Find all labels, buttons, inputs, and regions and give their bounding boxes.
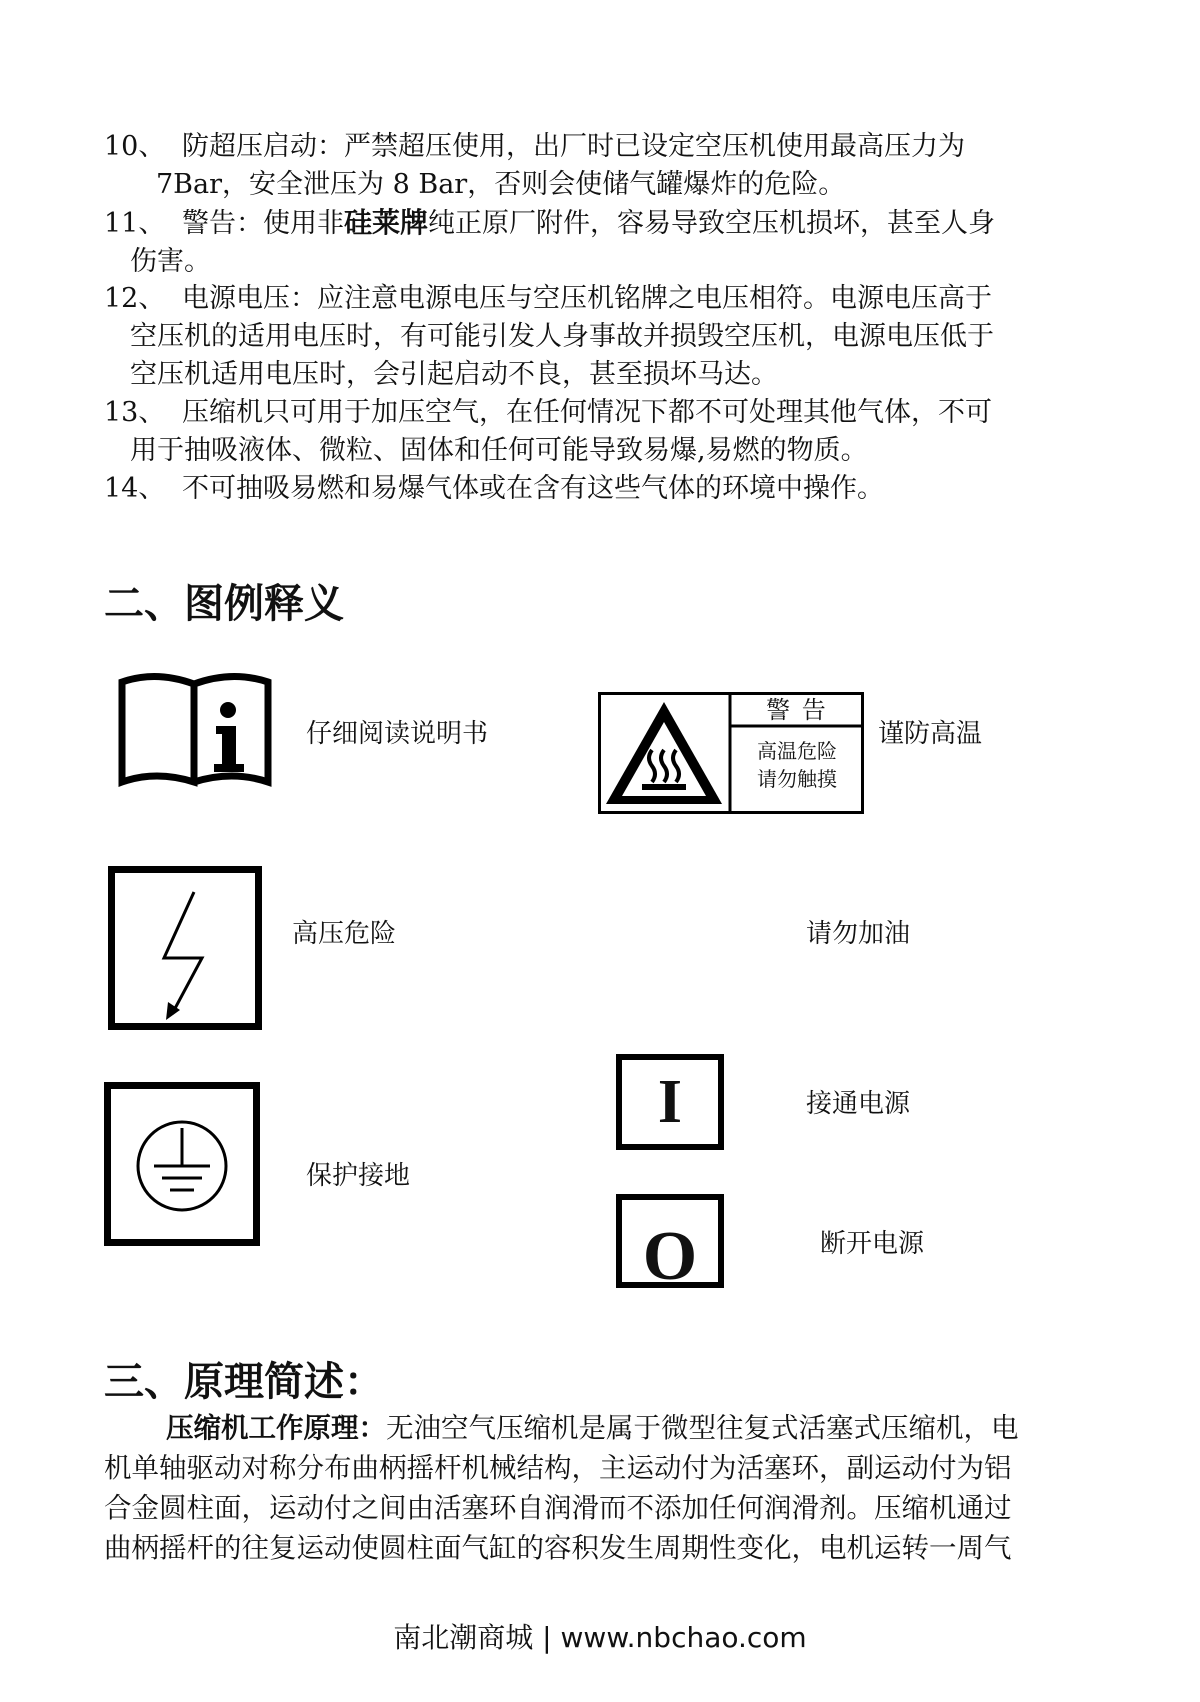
power-on-symbol: I (657, 1068, 683, 1136)
item-number: 12、 (104, 283, 166, 314)
footer-watermark: 南北潮商城 | www.nbchao.com (393, 1621, 807, 1654)
principle-paragraph (104, 1408, 1104, 1568)
safety-item-10 (104, 128, 1104, 204)
item-text: 防超压启动：严禁超压使用，出厂时已设定空压机使用最高压力为 (182, 131, 965, 162)
item-text: 电源电压：应注意电源电压与空压机铭牌之电压相符。电源电压高于 (182, 283, 992, 314)
power-off-symbol: O (642, 1218, 698, 1288)
item-text-continued: 7Bar，安全泄压为 8 Bar，否则会使储气罐爆炸的危险。 (156, 169, 846, 200)
legend-label-read-manual: 仔细阅读说明书 (306, 719, 489, 749)
book-info-icon (116, 672, 274, 788)
item-number: 11、 (104, 208, 166, 239)
safety-item-14 (104, 470, 1104, 508)
high-temperature-warning-icon (598, 692, 864, 814)
warning-sign-header: 警 告 (766, 696, 828, 724)
warning-sign-line1: 高温危险 (757, 739, 837, 763)
paragraph-lead: 压缩机工作原理： (166, 1412, 386, 1444)
legend-label-power-off: 断开电源 (820, 1229, 925, 1259)
legend-label-power-on: 接通电源 (806, 1089, 911, 1119)
item-number: 13、 (104, 397, 166, 428)
item-text: 不可抽吸易燃和易爆气体或在含有这些气体的环境中操作。 (182, 473, 884, 504)
legend-label-no-oil: 请勿加油 (806, 919, 911, 949)
paragraph-text: 无油空气压缩机是属于微型往复式活塞式压缩机，电 (386, 1412, 1019, 1444)
item-text-continued: 伤害。 (130, 246, 211, 277)
protective-ground-icon (104, 1082, 260, 1246)
power-off-icon (616, 1194, 724, 1288)
section-heading-legend: 二、图例释义 (104, 580, 344, 627)
paragraph-text: 合金圆柱面，运动付之间由活塞环自润滑而不添加任何润滑剂。压缩机通过 (104, 1492, 1012, 1524)
warning-sign-line2: 请勿触摸 (757, 767, 837, 791)
safety-item-13 (104, 394, 1104, 470)
item-text-continued: 空压机适用电压时，会引起启动不良，甚至损坏马达。 (130, 359, 778, 390)
high-voltage-icon (108, 866, 262, 1030)
power-on-icon (616, 1054, 724, 1150)
item-number: 10、 (104, 131, 166, 162)
paragraph-text: 曲柄摇杆的往复运动使圆柱面气缸的容积发生周期性变化，电机运转一周气 (104, 1532, 1012, 1564)
item-text: 压缩机只可用于加压空气，在任何情况下都不可处理其他气体，不可 (182, 397, 992, 428)
item-text-continued: 用于抽吸液体、微粒、固体和任何可能导致易爆,易燃的物质。 (130, 435, 868, 466)
legend-label-high-voltage: 高压危险 (292, 919, 397, 949)
item-number: 14、 (104, 473, 166, 504)
legend-label-high-temp: 谨防高温 (878, 719, 983, 749)
item-text-continued: 空压机的适用电压时，有可能引发人身事故并损毁空压机，电源电压低于 (130, 321, 994, 352)
brand-name: 硅莱牌 (344, 206, 429, 239)
item-text: 纯正原厂附件，容易导致空压机损坏，甚至人身 (428, 208, 996, 239)
legend-label-ground: 保护接地 (306, 1161, 411, 1191)
safety-item-11 (104, 204, 1104, 281)
item-text: 警告：使用非 (182, 208, 344, 239)
safety-item-12 (104, 280, 1104, 394)
section-heading-principle: 三、原理简述： (104, 1358, 384, 1405)
paragraph-text: 机单轴驱动对称分布曲柄摇杆机械结构，主运动付为活塞环，副运动付为铝 (104, 1452, 1012, 1484)
